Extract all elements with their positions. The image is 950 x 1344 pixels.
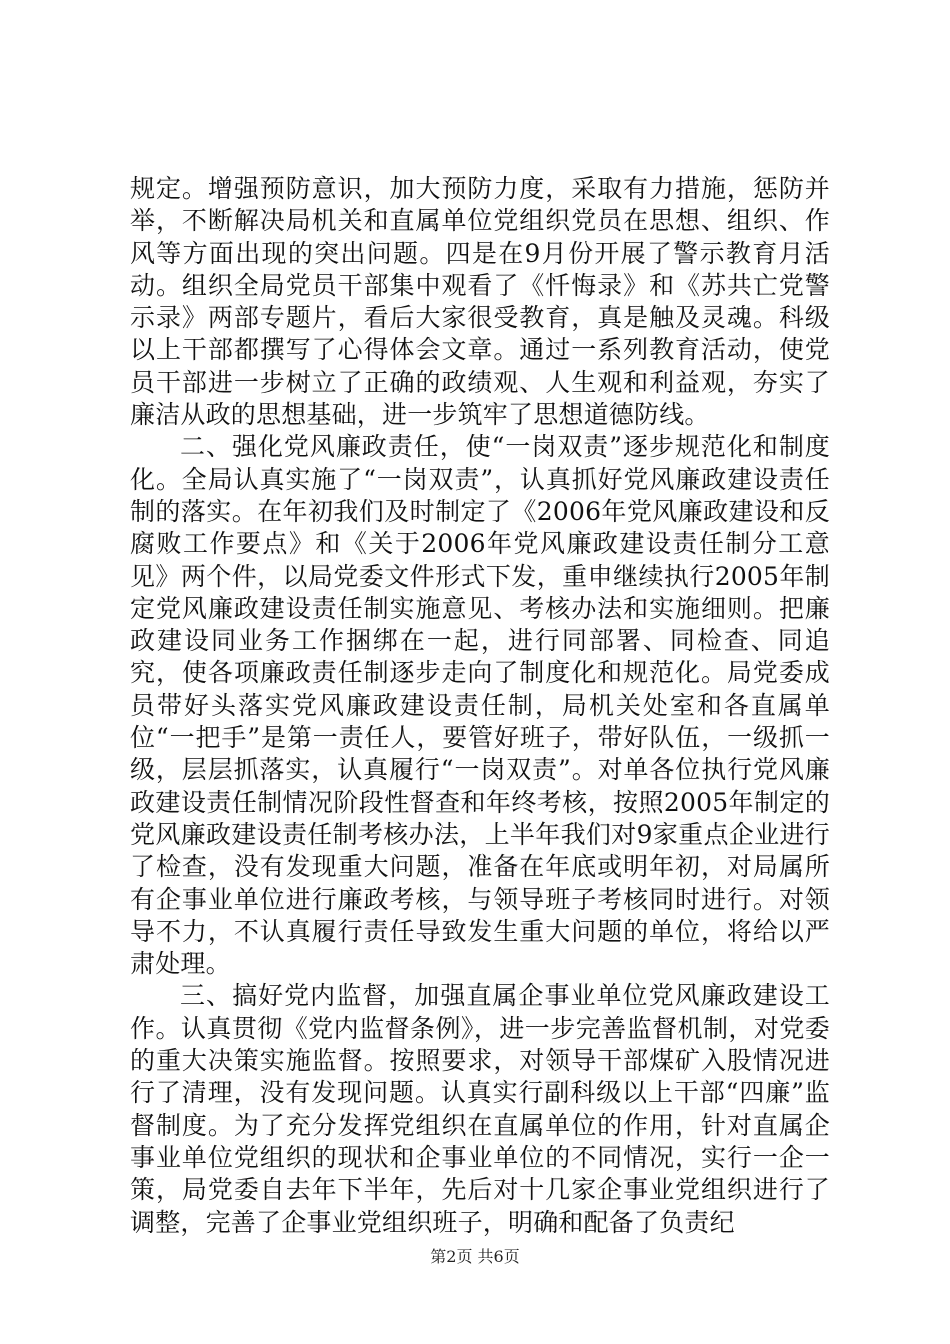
document-body: [130, 173, 830, 1239]
page-footer: 第2页 共6页: [430, 1247, 520, 1266]
paragraph-section-two: 二、强化党风廉政责任，使“一岗双责”逐步规范化和制度化。全局认真实施了“一岗双责”，认真抓好党风廉政建设责任制的落实。在年初我们及时制定了《2006年党风廉政建设和反腐败工作要点》和《关于2006年党风廉政建设责任制分工意见》两个件，以局党委文件形式下发，重申继续执行2005年制定党风廉政建设责任制实施意见、考核办法和实施细则。把廉政建设同业务工作捆绑在一起，进行同部署、同检查、同追究，使各项廉政责任制逐步走向了制度化和规范化。局党委成员带好头落实党风廉政建设责任制，局机关处室和各直属单位“一把手”是第一责任人，要管好班子，带好队伍，一级抓一级，层层抓落实，认真履行“一岗双责”。对单各位执行党风廉政建设责任制情况阶段性督查和年终考核，按照2005年制定的党风廉政建设责任制考核办法，上半年我们对9家重点企业进行了检查，没有发现重大问题，准备在年底或明年初，对局属所有企事业单位进行廉政考核，与领导班子考核同时进行。对领导不力，不认真履行责任导致发生重大问题的单位，将给以严肃处理。: [130, 432, 830, 979]
paragraph-continuation: 规定。增强预防意识，加大预防力度，采取有力措施，惩防并举，不断解决局机关和直属单位党组织党员在思想、组织、作风等方面出现的突出问题。四是在9月份开展了警示教育月活动。组织全局党员干部集中观看了《忏悔录》和《苏共亡党警示录》两部专题片，看后大家很受教育，真是触及灵魂。科级以上干部都撰写了心得体会文章。通过一系列教育活动，使党员干部进一步树立了正确的政绩观、人生观和利益观，夯实了廉洁从政的思想基础，进一步筑牢了思想道德防线。: [130, 174, 830, 430]
paragraph-section-three: 三、搞好党内监督，加强直属企事业单位党风廉政建设工作。认真贯彻《党内监督条例》，进一步完善监督机制，对党委的重大决策实施监督。按照要求，对领导干部煤矿入股情况进行了清理，没有发现问题。认真实行副科级以上干部“四廉”监督制度。为了充分发挥党组织在直属单位的作用，针对直属企事业单位党组织的现状和企事业单位的不同情况，实行一企一策，局党委自去年下半年，先后对十几家企事业党组织进行了调整，完善了企事业党组织班子，明确和配备了负责纪: [130, 981, 830, 1237]
